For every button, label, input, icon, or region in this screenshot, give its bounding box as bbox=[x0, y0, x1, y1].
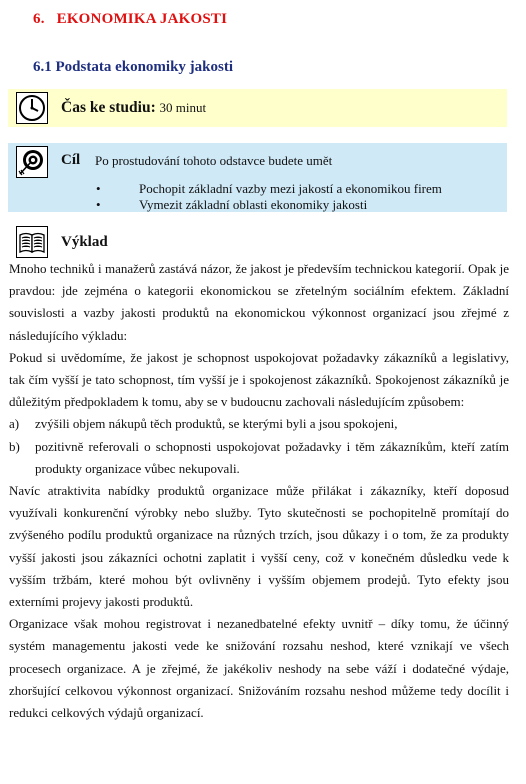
study-time-value: 30 minut bbox=[159, 100, 207, 115]
paragraph: Pokud si uvědomíme, že jakost je schopnost uspokojovat požadavky zákazníků a legislativy, tak čím vyšší je tato schopnost, tím vyšší je i spokojenost zákazníků. Spokojenost zákazníků je důležitým předpokladem k tomu, aby se v budoucnu zachovali následujícím způsobem: bbox=[9, 349, 509, 410]
paragraph: Navíc atraktivita nabídky produktů organizace může přilákat i zákazníky, kteří doposud využívali konkurenční výrobky nebo služby. Tyto skutečnosti se pochopitelně promítají do zvýšeného podílu produktů organizace na různých trzích, jsou důkazy i o tom, že za produkty vyšší jakosti jsou zákazníci ochotni zaplatit i vyšší ceny, což v konečném důsledku vede k vyšším tržbám, které mohou být ovlivněny i vyšším objemem prodejů. Tyto efekty jsou externími projevy jakosti produktů. bbox=[9, 483, 509, 610]
study-time-label: Čas ke studiu: bbox=[61, 99, 156, 116]
section-heading: 6.1 Podstata ekonomiky jakosti bbox=[33, 59, 234, 75]
list-item: a) zvýšili objem nákupů těch produktů, se kterými byli a jsou spokojeni, bbox=[9, 416, 398, 432]
study-time bbox=[61, 99, 206, 117]
clock-icon bbox=[16, 92, 48, 129]
lecture-text bbox=[9, 258, 509, 724]
reaction-list bbox=[9, 413, 509, 480]
goal-label: Cíl bbox=[61, 152, 81, 168]
chapter-heading bbox=[33, 11, 227, 28]
bullet-icon: • bbox=[96, 197, 101, 212]
paragraph: Organizace však mohou registrovat i nezanedbatelné efekty uvnitř – díky tomu, že účinný systém managementu jakosti vede ke snižování rozsahu neshod, které vznikají ve všech procesech organizace. A je zřejmé, že jakékoliv neshody na sebe váží i dodatečné výdaje, zhoršující celkovou výkonnost organizací. Snižováním rozsahu neshod můžeme tedy docílit i redukci celkových výdajů organizací. bbox=[9, 616, 509, 721]
bullet-icon: • bbox=[96, 181, 101, 196]
target-icon bbox=[16, 146, 48, 183]
goal-intro: Po prostudování tohoto odstavce budete umět bbox=[95, 153, 333, 168]
paragraph: Mnoho techniků i manažerů zastává názor, že jakost je především technickou kategorií. Opak je pravdou: jde zejména o kategorii ekonomickou se zřetelným sociálním efektem. Základní souvislosti a vazby jakosti produktů na ekonomickou výkonnost organizací jsou zřejmé z následujícího výkladu: bbox=[9, 261, 509, 343]
list-item: b) pozitivně referovali o schopnosti uspokojovat požadavky i těm zákazníkům, kteří zatím produkty organizace vůbec nekupovali. bbox=[9, 438, 509, 476]
lecture-label: Výklad bbox=[61, 234, 108, 250]
document-page: 6. EKONOMIKA JAKOSTI 6.1 Podstata ekonomiky jakosti Čas ke studiu: 30 minut Cíl Po prostudování tohoto odstavce budete umět • Pochopit základní vazby mezi jakostí a ekonomikou firem • Vymezit základní oblasti ekonomiky jakosti Výklad Mnoho techniků i manažerů zastává názor, že jakost je především technickou kategorií. Opak je pravdou: jde zejména o kategorii ekonomickou se zřetelným sociálním efektem. Základní souvislosti a vazby jakosti produktů na ekonomickou výkonnost organizací jsou zřejmé z následujícího výkladu: Pokud si uvědomíme, že jakost je schopnost uspokojovat požadavky zákazníků a legislativy, tak čím vyšší je tato schopnost, tím vyšší je i spokojenost zákazníků. Spokojenost zákazníků je důležitým předpokladem k tomu, aby se v budoucnu zachovali následujícím způsobem: a) zvýšili objem nákupů těch produktů, se kterými byli a jsou spokojeni, b) pozitivně referovali o schopnosti uspokojovat požadavky i těm zákazníkům, kteří zatím produkty organizace vůbec nekupovali. Navíc atraktivita nabídky produktů organizace může přilákat i zákazníky, kteří doposud využívali konkurenční výrobky nebo služby. Tyto skutečnosti se pochopitelně promítají do zvýšeného podílu produktů organizace na různých trzích, jsou důkazy i o tom, že za produkty vyšší jakosti jsou zákazníci ochotni zaplatit i vyšší ceny, což v konečném důsledku vede k vyšším tržbám, které mohou být ovlivněny i vyšším objemem prodejů. Tyto efekty jsou externími projevy jakosti produktů. Organizace však mohou registrovat i nezanedbatelné efekty uvnitř – díky tomu, že účinný systém managementu jakosti vede ke snižování rozsahu neshod, které vznikají ve všech procesech organizace. A je zřejmé, že jakékoliv neshody na sebe váží i dodatečné výdaje, zhoršující celkovou výkonnost organizací. Snižováním rozsahu neshod můžeme tedy docílit i redukci celkových výdajů organizací. bbox=[0, 0, 526, 784]
chapter-number: 6. bbox=[33, 11, 45, 27]
chapter-title: EKONOMIKA JAKOSTI bbox=[56, 11, 228, 27]
